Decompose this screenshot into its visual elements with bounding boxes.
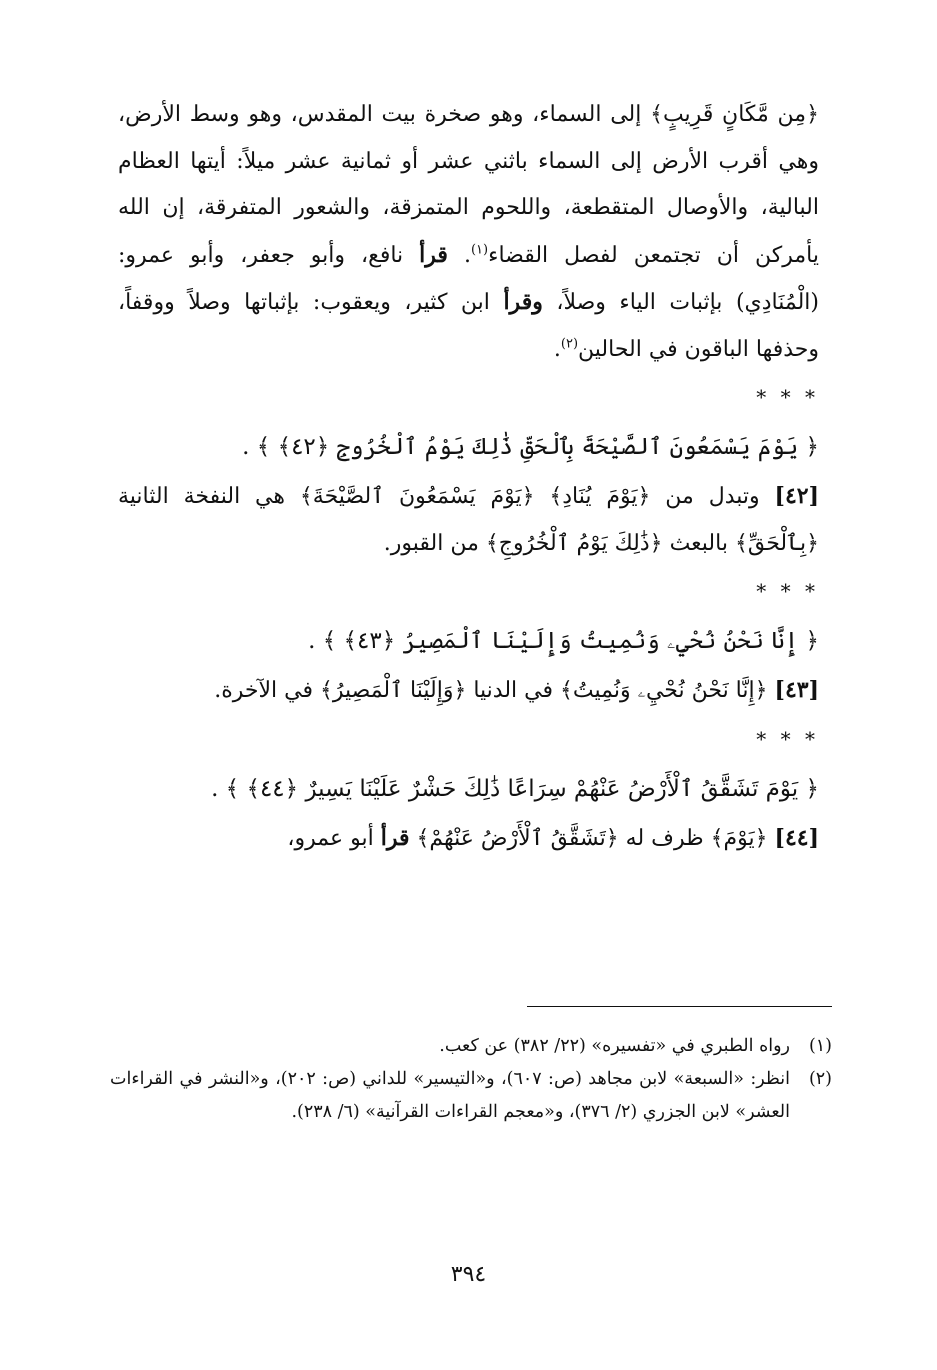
paragraph-1: [118, 92, 819, 373]
text-run: [534, 484, 549, 509]
quran-quote: ﴿بِٱلْحَقِّ﴾: [734, 530, 819, 556]
text-run: في الآخرة.: [214, 678, 320, 703]
text-run: هي النفخة الثانية: [118, 484, 300, 509]
verse-42: ﴿ يَوْمَ يَسْمَعُونَ ٱلصَّيْحَةَ بِٱلْحَقِّ ذَٰلِكَ يَوْمُ ٱلْخُرُوجِ ﴿٤٢﴾ ﴾ .: [242, 434, 819, 460]
text-run: من القبور.: [383, 530, 486, 556]
quran-quote: ﴿يَوْمَ﴾: [710, 825, 768, 851]
footnote-number: (٢): [808, 1069, 832, 1089]
text-run: إلى السماء، وهو صخرة بيت المقدس، وهو وسط الأرض، وهي أقرب الأرض إلى السماء باثني عشر أو ثمانية عشر ميلاً: أيتها العظام البالية، والأوصال المتقطعة، واللحوم المتمزقة، والشعور المتفرقة، إن الله يأمركن أن تجتمعن لفصل القضاء: [118, 102, 819, 268]
quran-quote: ﴿ذَٰلِكَ يَوْمُ ٱلْخُرُوجِ﴾: [485, 530, 663, 556]
text-run: أبو عمرو،: [287, 825, 381, 851]
quran-quote: ﴿وَإِلَيْنَا ٱلْمَصِيرُ﴾: [319, 678, 467, 703]
main-text: [118, 92, 819, 862]
footnote-ref-2[interactable]: (٢): [560, 336, 579, 352]
footnote-divider: [527, 1006, 832, 1007]
quran-quote: ﴿إِنَّا نَحْنُ نُحْيِۦ وَنُمِيتُ﴾: [560, 678, 768, 703]
page-number: ٣٩٤: [450, 1262, 487, 1287]
text-run: [768, 678, 775, 703]
verse-number: [٤٣]: [774, 677, 819, 703]
bold-keyword: قرأ: [419, 241, 448, 268]
text-run: [768, 826, 775, 851]
quran-quote: ﴿مِن مَّكَانٍ قَرِيبٍ﴾: [650, 102, 819, 127]
text-run: .: [553, 336, 561, 362]
text-run: بالبعث: [662, 530, 735, 556]
footnote-text: انظر: «السبعة» لابن مجاهد (ص: ٦٠٧)، و«التيسير» للداني (ص: ٢٠٢)، و«النشر في القراءات العشر» لابن الجزري (٢/ ٣٧٦)، و«معجم القراءات القرآنية» (٦/ ٢٣٨).: [110, 1069, 790, 1122]
footnotes: [110, 1030, 832, 1129]
quran-quote: ﴿تَشَقَّقُ ٱلْأَرْضُ عَنْهُمْ﴾: [416, 825, 619, 851]
footnote-number: (١): [808, 1036, 832, 1056]
footnote-text: رواه الطبري في «تفسيره» (٢٢/ ٣٨٢) عن كعب.: [439, 1036, 790, 1056]
text-run: ابن كثير، ويعقوب: بإثباتها وصلاً ووقفاً، وحذفها الباقون في الحالين: [118, 290, 819, 362]
separator-stars: * * *: [756, 726, 819, 751]
footnote-ref-1[interactable]: (١): [470, 242, 489, 258]
bold-keyword: وقرأ: [503, 289, 543, 315]
footnote-2: [110, 1063, 832, 1129]
text-run: .: [447, 242, 471, 268]
text-run: في الدنيا: [466, 678, 561, 703]
bold-keyword: قرأ: [380, 824, 410, 851]
commentary-42: [118, 473, 819, 567]
footnote-1: [110, 1030, 832, 1063]
verse-number: [٤٤]: [774, 824, 819, 851]
verse-number: [٤٢]: [774, 483, 819, 509]
separator-stars: * * *: [756, 385, 819, 409]
text-run: وتبدل من: [650, 484, 775, 509]
commentary-44: [118, 815, 819, 863]
quran-quote: ﴿يَوْمَ يُنَادِ﴾: [549, 484, 651, 509]
text-run: نافع، وأبو جعفر، وأبو عمرو: (الْمُنَادِي) بإثبات الياء وصلاً،: [118, 242, 819, 315]
verse-44: ﴿ يَوْمَ تَشَقَّقُ ٱلْأَرْضُ عَنْهُمْ سِرَاعًا ذَٰلِكَ حَشْرٌ عَلَيْنَا يَسِيرٌ ﴿٤٤﴾ ﴾ .: [211, 775, 819, 802]
verse-43: ﴿ إِنَّا نَحْنُ نُحْيِۦ وَنُمِيتُ وَإِلَيْنَا ٱلْمَصِيرُ ﴿٤٣﴾ ﴾ .: [308, 628, 819, 654]
text-run: ظرف له: [618, 825, 711, 851]
commentary-43: [118, 667, 819, 715]
separator-stars: * * *: [756, 579, 819, 603]
quran-quote: ﴿يَوْمَ يَسْمَعُونَ ٱلصَّيْحَةَ﴾: [299, 484, 535, 509]
